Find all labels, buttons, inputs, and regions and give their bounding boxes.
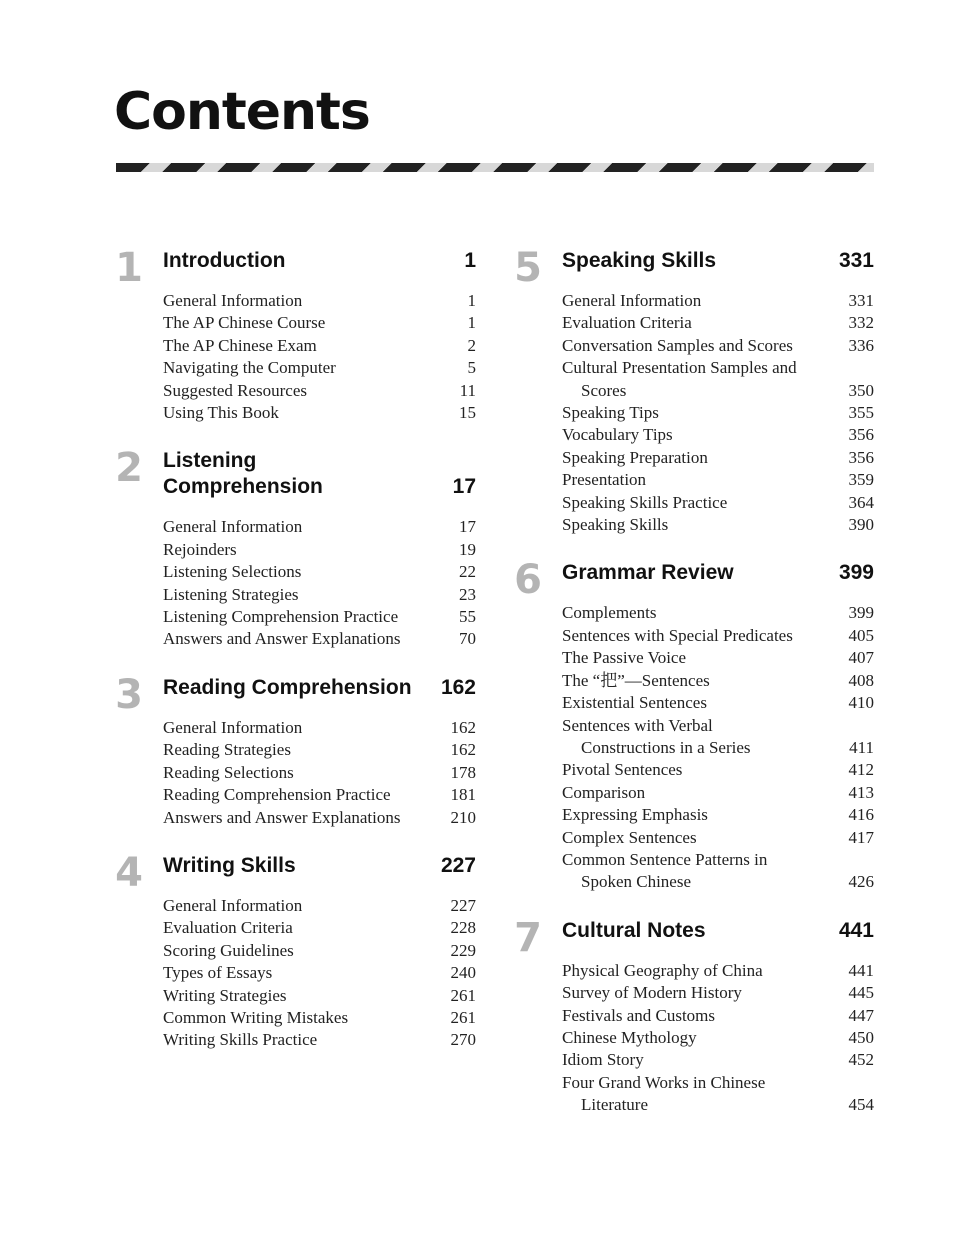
- entry-title: Suggested Resources: [163, 380, 308, 400]
- entry-title: Evaluation Criteria: [163, 918, 293, 938]
- entry-page: 181: [450, 785, 476, 805]
- chapter-page: 17: [452, 475, 476, 499]
- entry-title: Festivals and Customs: [562, 1005, 716, 1025]
- entry-title-line1: Common Sentence Patterns in: [562, 849, 768, 869]
- toc-entry[interactable]: [163, 1007, 476, 1029]
- entry-page: 55: [459, 607, 476, 627]
- chapter-heading[interactable]: [163, 853, 476, 879]
- toc-entry[interactable]: [163, 290, 476, 312]
- entry-title: Evaluation Criteria: [562, 313, 692, 333]
- entry-page: 336: [848, 335, 874, 355]
- entry-page: 228: [450, 918, 476, 938]
- toc-entry[interactable]: [562, 827, 874, 849]
- entry-list: [562, 290, 874, 536]
- entry-title: Vocabulary Tips: [562, 425, 673, 445]
- entry-title: Rejoinders: [163, 539, 237, 559]
- chapter-title: Speaking Skills: [562, 249, 717, 272]
- entry-page: 210: [450, 807, 476, 827]
- toc-entry[interactable]: [163, 606, 476, 628]
- toc-entry[interactable]: [163, 561, 476, 583]
- chapter-page: 399: [838, 561, 874, 585]
- entry-title: Listening Comprehension Practice: [163, 607, 399, 627]
- chapter-heading[interactable]: [163, 248, 476, 274]
- chapter-page: 441: [838, 918, 874, 942]
- toc-entry[interactable]: [562, 357, 874, 402]
- entry-page: 411: [849, 737, 874, 757]
- toc-column-left: [114, 245, 476, 1052]
- toc-entry[interactable]: [562, 804, 874, 826]
- entry-title: The Passive Voice: [562, 648, 687, 668]
- chapter-title-line2: Comprehension: [163, 475, 323, 499]
- chapter-title-line1: Listening: [163, 449, 257, 473]
- chapter-number: 1: [115, 245, 143, 291]
- entry-title: Expressing Emphasis: [562, 805, 708, 825]
- entry-title: Complements: [562, 603, 657, 623]
- entry-title: Speaking Skills: [562, 515, 669, 535]
- entry-title: Navigating the Computer: [163, 358, 336, 378]
- entry-title-continuation: Scores: [581, 380, 627, 400]
- entry-page: 445: [848, 983, 874, 1003]
- entry-title: Writing Strategies: [163, 985, 287, 1005]
- toc-entry[interactable]: [562, 647, 874, 669]
- toc-entry[interactable]: [163, 985, 476, 1007]
- toc-entry[interactable]: [163, 335, 476, 357]
- toc-entry[interactable]: [163, 628, 476, 650]
- toc-entry[interactable]: [163, 584, 476, 606]
- chapter-number: 7: [514, 914, 542, 961]
- chapter-number: 2: [115, 445, 143, 492]
- entry-page: 356: [848, 425, 874, 445]
- entry-title: Reading Comprehension Practice: [163, 785, 391, 805]
- entry-title: Idiom Story: [562, 1050, 644, 1070]
- entry-title: Complex Sentences: [562, 827, 697, 847]
- entry-page: 162: [450, 740, 476, 760]
- entry-title-line1: Four Grand Works in Chinese: [562, 1072, 766, 1092]
- toc-column-right: [513, 245, 874, 1117]
- chapter-title: Cultural Notes: [562, 918, 706, 942]
- chapter-title: Grammar Review: [562, 561, 734, 585]
- entry-title-continuation: Literature: [581, 1095, 649, 1115]
- toc-entry[interactable]: [163, 940, 476, 962]
- entry-title: Reading Strategies: [163, 740, 291, 760]
- toc-entry[interactable]: [163, 895, 476, 917]
- chapter-title: Reading Comprehension: [163, 675, 412, 699]
- entry-page: 441: [848, 960, 874, 980]
- entry-title: The AP Chinese Course: [163, 313, 326, 333]
- entry-page: 22: [459, 562, 476, 582]
- entry-page: 1: [467, 291, 476, 310]
- entry-page: 412: [848, 760, 874, 780]
- entry-title: Scoring Guidelines: [163, 940, 294, 960]
- entry-page: 11: [459, 380, 476, 400]
- toc-entry[interactable]: [562, 759, 874, 781]
- entry-page: 450: [848, 1027, 874, 1047]
- entry-page: 359: [848, 470, 874, 490]
- entry-title: [562, 849, 835, 894]
- entry-list: [163, 895, 476, 1052]
- entry-page: 405: [848, 625, 874, 645]
- chapter-1: [114, 245, 476, 424]
- toc-entry[interactable]: [163, 312, 476, 334]
- entry-title-continuation: Constructions in a Series: [581, 737, 751, 757]
- entry-page: 331: [848, 291, 874, 310]
- toc-entry[interactable]: [562, 1005, 874, 1027]
- entry-page: 227: [450, 895, 476, 915]
- entry-title-line1: Cultural Presentation Samples and: [562, 358, 797, 378]
- chapter-number: 4: [115, 849, 143, 896]
- entry-title: General Information: [163, 291, 303, 310]
- toc-entry[interactable]: [562, 402, 874, 424]
- entry-title: The “把”—Sentences: [562, 670, 710, 690]
- entry-title: Answers and Answer Explanations: [163, 629, 401, 649]
- toc-entry[interactable]: [562, 335, 874, 357]
- entry-title: [562, 357, 835, 402]
- toc-entry[interactable]: [562, 290, 874, 312]
- entry-title: Physical Geography of China: [562, 960, 763, 980]
- toc-entry[interactable]: [163, 380, 476, 402]
- entry-page: 261: [450, 1007, 476, 1027]
- entry-page: 5: [467, 358, 476, 378]
- entry-title: [562, 1072, 835, 1117]
- entry-page: 261: [450, 985, 476, 1005]
- entry-title: The AP Chinese Exam: [163, 335, 317, 355]
- entry-page: 356: [848, 447, 874, 467]
- entry-title: Speaking Skills Practice: [562, 492, 728, 512]
- entry-title: General Information: [163, 517, 303, 537]
- entry-page: 23: [459, 584, 476, 604]
- chapter-heading[interactable]: [562, 560, 874, 586]
- entry-page: 447: [848, 1005, 874, 1025]
- entry-page: 410: [848, 693, 874, 713]
- chapter-page: 227: [440, 853, 476, 877]
- title-divider: [116, 163, 874, 172]
- entry-title: Presentation: [562, 470, 647, 490]
- toc-entry[interactable]: [562, 715, 874, 760]
- entry-page: 416: [848, 805, 874, 825]
- chapter-heading[interactable]: [163, 448, 476, 500]
- toc-entry[interactable]: [163, 917, 476, 939]
- entry-title: Speaking Preparation: [562, 447, 708, 467]
- toc-entry[interactable]: [163, 539, 476, 561]
- entry-title: Using This Book: [163, 403, 279, 423]
- entry-list: [163, 290, 476, 424]
- chapter-2: [114, 445, 476, 650]
- entry-title: Speaking Tips: [562, 403, 659, 423]
- toc-entry[interactable]: [562, 670, 874, 692]
- toc-entry[interactable]: [163, 357, 476, 379]
- toc-entry[interactable]: [562, 1027, 874, 1049]
- chapter-heading[interactable]: [562, 248, 874, 274]
- toc-entry[interactable]: [163, 762, 476, 784]
- entry-page: 2: [467, 335, 476, 355]
- entry-page: 407: [848, 648, 874, 668]
- toc-entry[interactable]: [163, 784, 476, 806]
- entry-title: Conversation Samples and Scores: [562, 335, 793, 355]
- toc-entry[interactable]: [163, 807, 476, 829]
- chapter-heading[interactable]: [163, 675, 476, 701]
- toc-entry[interactable]: [562, 514, 874, 536]
- entry-list: [163, 516, 476, 650]
- entry-title: Comparison: [562, 782, 646, 802]
- entry-title: Reading Selections: [163, 762, 294, 782]
- entry-title: Sentences with Special Predicates: [562, 625, 793, 645]
- chapter-heading[interactable]: [562, 918, 874, 944]
- entry-title: [562, 715, 835, 760]
- toc-entry[interactable]: [562, 960, 874, 982]
- entry-page: 19: [459, 539, 476, 559]
- chapter-page: 1: [464, 249, 476, 272]
- toc-entry[interactable]: [562, 469, 874, 491]
- toc-entry[interactable]: [562, 424, 874, 446]
- toc-entry[interactable]: [562, 982, 874, 1004]
- toc-entry[interactable]: [562, 492, 874, 514]
- entry-title-line1: Sentences with Verbal: [562, 715, 713, 735]
- entry-title: Answers and Answer Explanations: [163, 807, 401, 827]
- entry-page: 332: [848, 313, 874, 333]
- entry-page: 364: [848, 492, 874, 512]
- entry-title: Chinese Mythology: [562, 1027, 697, 1047]
- entry-page: 408: [848, 670, 874, 690]
- entry-title: General Information: [163, 895, 303, 915]
- entry-list: [562, 602, 874, 893]
- entry-title: Listening Selections: [163, 562, 302, 582]
- toc-entry[interactable]: [163, 962, 476, 984]
- chapter-title: Introduction: [163, 249, 286, 272]
- chapter-page: 162: [440, 675, 476, 699]
- toc-entry[interactable]: [163, 717, 476, 739]
- toc-entry[interactable]: [562, 602, 874, 624]
- toc-entry[interactable]: [562, 849, 874, 894]
- entry-title: Types of Essays: [163, 963, 273, 983]
- entry-title: Listening Strategies: [163, 584, 299, 604]
- entry-page: 70: [459, 629, 476, 649]
- toc-entry[interactable]: [163, 739, 476, 761]
- chapter-number: 6: [514, 557, 542, 604]
- toc-entry[interactable]: [163, 1029, 476, 1051]
- toc-entry[interactable]: [562, 782, 874, 804]
- entry-title: General Information: [562, 291, 702, 310]
- chapter-title: Writing Skills: [163, 853, 296, 877]
- entry-page: 417: [848, 827, 874, 847]
- toc-entry[interactable]: [562, 692, 874, 714]
- toc-entry[interactable]: [562, 447, 874, 469]
- toc-entry[interactable]: [163, 516, 476, 538]
- chapter-number: 3: [115, 671, 143, 718]
- toc-entry[interactable]: [562, 1072, 874, 1117]
- toc-entry[interactable]: [163, 402, 476, 424]
- entry-title-continuation: Spoken Chinese: [581, 872, 692, 892]
- entry-page: 413: [848, 782, 874, 802]
- page-title: Contents: [114, 82, 370, 142]
- entry-page: 270: [450, 1030, 476, 1050]
- toc-entry[interactable]: [562, 312, 874, 334]
- entry-page: 350: [848, 380, 874, 400]
- entry-page: 426: [848, 872, 874, 892]
- chapter-7: [513, 914, 874, 1117]
- chapter-page: 331: [838, 249, 874, 272]
- entry-title: Existential Sentences: [562, 693, 707, 713]
- chapter-6: [513, 557, 874, 893]
- entry-page: 1: [467, 313, 476, 333]
- toc-entry[interactable]: [562, 625, 874, 647]
- chapter-5: [513, 245, 874, 536]
- chapter-3: [114, 671, 476, 829]
- chapter-4: [114, 849, 476, 1052]
- entry-title: Survey of Modern History: [562, 983, 742, 1003]
- entry-page: 355: [848, 403, 874, 423]
- entry-page: 17: [459, 517, 476, 537]
- entry-list: [163, 717, 476, 829]
- entry-page: 390: [848, 515, 874, 535]
- entry-page: 452: [848, 1050, 874, 1070]
- entry-title: Pivotal Sentences: [562, 760, 683, 780]
- entry-page: 399: [848, 603, 874, 623]
- entry-page: 229: [450, 940, 476, 960]
- entry-title: General Information: [163, 717, 303, 737]
- entry-page: 240: [450, 963, 476, 983]
- entry-page: 15: [459, 403, 476, 423]
- entry-page: 454: [848, 1095, 874, 1115]
- entry-page: 162: [450, 717, 476, 737]
- entry-list: [562, 960, 874, 1117]
- entry-title: Writing Skills Practice: [163, 1030, 318, 1050]
- entry-page: 178: [450, 762, 476, 782]
- entry-title: Common Writing Mistakes: [163, 1007, 349, 1027]
- chapter-number: 5: [514, 245, 542, 291]
- chapter-title: [163, 448, 323, 500]
- toc-entry[interactable]: [562, 1049, 874, 1071]
